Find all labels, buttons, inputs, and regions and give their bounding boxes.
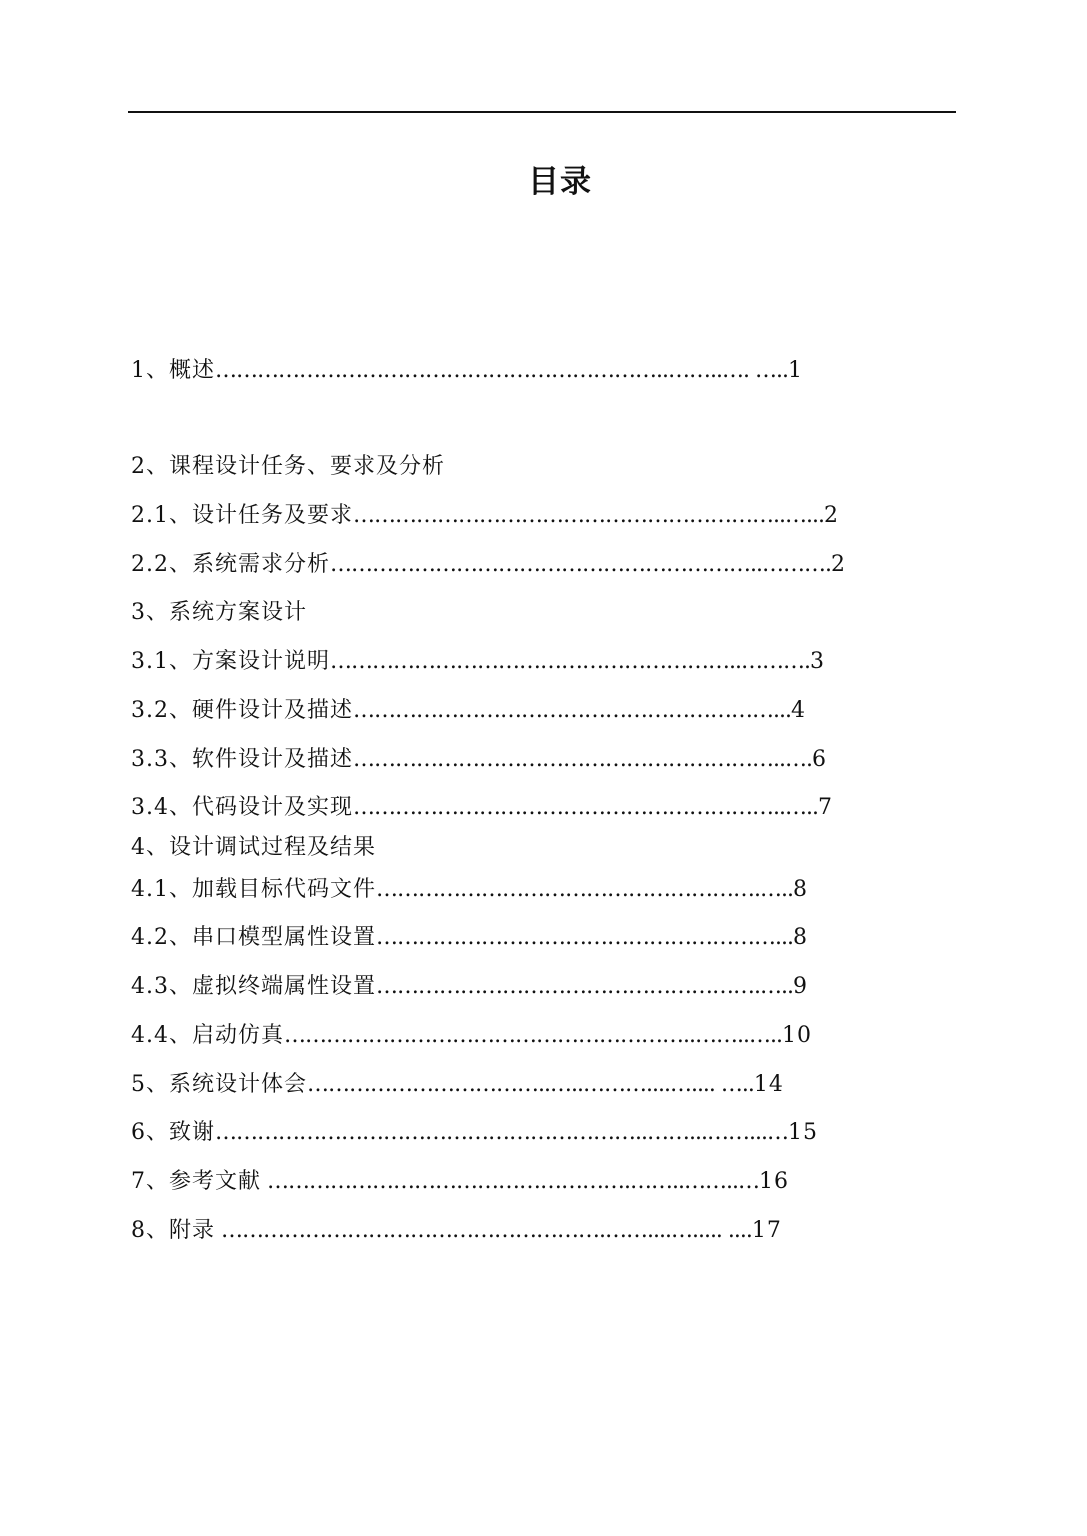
toc-entry-leader: ……………………………………………….….. [376,974,793,999]
toc-entry-leader: ……………………………..…..………....….... ….. [307,1072,754,1097]
toc-entry-leader: ………………………………………………………..……..…. ….. [215,358,788,383]
toc-entry-leader: ……………………………………………………..…... [353,503,824,528]
toc-entry-3-2 [131,695,806,727]
toc-entry-page: 6 [811,747,827,772]
toc-entry-7 [131,1166,789,1198]
toc-entry-text: 6、致谢 [131,1120,215,1145]
toc-entry-leader: ……………………………………………….….. [376,877,793,902]
toc-entry-5 [131,1069,784,1101]
toc-entry-page: 2 [830,552,846,577]
toc-entry-leader: …………………………………………………..……..….. [284,1023,782,1048]
toc-entry-2-2 [131,549,846,581]
toc-entry-text: 5、系统设计体会 [131,1072,307,1097]
toc-entry-6 [131,1117,818,1149]
toc-entry-text: 3、系统方案设计 [131,600,307,625]
toc-entry-text: 4.2、串口模型属性设置 [131,925,376,950]
toc-entry-text: 4.3、虚拟终端属性设置 [131,974,376,999]
toc-entry-2-1 [131,500,839,532]
toc-entry-page: 4 [790,698,806,723]
toc-entry-leader: …………………………………………………... [376,925,793,950]
toc-entry-page: 10 [781,1023,812,1048]
toc-entry-3 [131,597,307,629]
toc-entry-text: 8、附录 [131,1218,215,1243]
toc-entry-leader: ……………………………………………….……....…..... .... [215,1218,752,1243]
toc-entry-leader: …………………………………………………..………. [330,649,810,674]
toc-entry-page: 7 [817,795,833,820]
toc-entry-page: 16 [758,1169,789,1194]
toc-entry-text: 2、课程设计任务、要求及分析 [131,454,445,479]
toc-entry-page: 2 [823,503,839,528]
toc-entry-8 [131,1215,782,1247]
toc-entry-leader: …………………………………………….……..……..… [261,1169,759,1194]
toc-entry-4-3 [131,971,808,1003]
page-title: 目录 [528,164,592,200]
toc-entry-4-2 [131,922,808,954]
toc-entry-leader: ……………………………………………………..…. [353,747,812,772]
toc-entry-3-4 [131,792,833,824]
toc-entry-text: 7、参考文献 [131,1169,261,1194]
toc-entry-text: 2.2、系统需求分析 [131,552,330,577]
toc-entry-leader: ……………………………………………………..……...……...… [215,1120,788,1145]
toc-entry-page: 1 [787,358,803,383]
header-rule [128,111,956,113]
toc-entry-text: 3.2、硬件设计及描述 [131,698,353,723]
toc-entry-leader: ……………………………………………………..………. [330,552,831,577]
toc-entry-page: 3 [809,649,825,674]
toc-entry-3-1 [131,646,825,678]
toc-entry-page: 9 [792,974,808,999]
toc-entry-page: 8 [792,925,808,950]
toc-entry-page: 14 [753,1072,784,1097]
toc-entry-leader: ……………………………………………………..….. [353,795,818,820]
toc-entry-3-3 [131,744,827,776]
toc-entry-1 [131,355,803,387]
toc-entry-text: 3.3、软件设计及描述 [131,747,353,772]
toc-entry-text: 3.1、方案设计说明 [131,649,330,674]
toc-entry-2 [131,451,445,483]
toc-entry-page: 8 [792,877,808,902]
toc-entry-text: 3.4、代码设计及实现 [131,795,353,820]
toc-entry-4-4 [131,1020,812,1052]
toc-entry-page: 17 [751,1218,782,1243]
toc-entry-4-1 [131,874,808,906]
toc-entry-leader: ……………………………………………………... [353,698,791,723]
toc-entry-text: 2.1、设计任务及要求 [131,503,353,528]
toc-entry-text: 4.4、启动仿真 [131,1023,284,1048]
toc-entry-text: 4.1、加载目标代码文件 [131,877,376,902]
toc-entry-4 [131,832,376,864]
toc-entry-text: 4、设计调试过程及结果 [131,835,376,860]
toc-entry-text: 1、概述 [131,358,215,383]
toc-entry-page: 15 [787,1120,818,1145]
